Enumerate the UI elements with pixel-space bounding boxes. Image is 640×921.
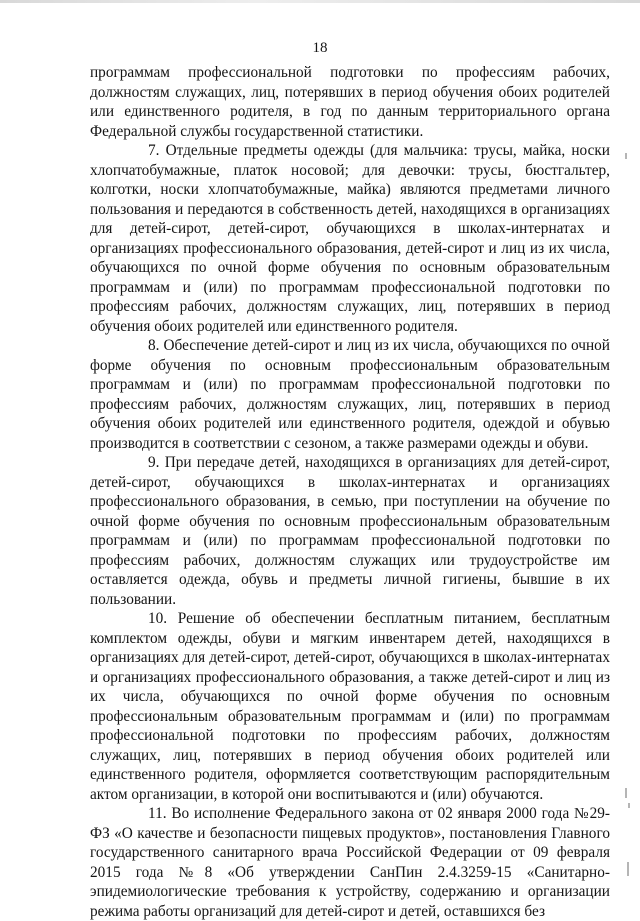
scan-margin-mark — [627, 862, 629, 876]
paragraph-9: 9. При передаче детей, находящихся в организациях для детей-сирот, детей-сирот, обучающихся в школах-интернатах и организациях профессионального образования, в семью, при поступлении на обучение по очной форме обучения по основным профессиональным образовательным программам и (или) по программам профессиональной подготовки по профессиям рабочих, должностям служащих или трудоустройстве им оставляется одежда, обувь и предметы личной гигиены, бывшие в их пользовании. — [90, 454, 610, 608]
scan-top-edge — [0, 0, 640, 3]
scan-margin-mark — [628, 803, 630, 808]
document-body — [90, 63, 610, 921]
paragraph-10: 10. Решение об обеспечении бесплатным питанием, бесплатным комплектом одежды, обуви и мягким инвентарем детей, находящихся в организациях для детей-сирот, детей-сирот, обучающихся в школах-интернатах и организациях профессионального образования, а также детей-сирот и лиц из их числа, обучающихся по очной форме обучения по основным профессиональным образовательным программам и (или) по программам профессиональной подготовки по профессиям рабочих, должностям служащих, лиц, потерявших в период обучения обоих родителей или единственного родителя, оформляется соответствующим распорядительным актом организации, в которой они воспитываются и (или) обучаются. — [90, 610, 610, 803]
scan-margin-mark — [625, 788, 627, 798]
paragraph-11: 11. Во исполнение Федерального закона от 02 января 2000 года №29-ФЗ «О качестве и безопасности пищевых продуктов», постановления Главного государственного санитарного врача Российской Федерации от 09 февраля 2015 года №8 «Об утверждении СанПин 2.4.3259-15 «Санитарно-эпидемиологические требования к устройству, содержанию и организации режима работы организаций для детей-сирот и детей, оставшихся без — [90, 805, 610, 920]
paragraph-8: 8. Обеспечение детей-сирот и лиц из их числа, обучающихся по очной форме обучения по основным профессиональным образовательным программам и (или) по программам профессиональной подготовки по профессиям рабочих, должностям служащих, лиц, потерявших в период обучения обоих родителей или единственного родителя, одеждой и обувью производится в соответствии с сезоном, а также размерами одежды и обуви. — [90, 337, 610, 452]
paragraph-continuation: программам профессиональной подготовки по профессиям рабочих, должностям служащих, лиц, потерявших в период обучения обоих родителей или единственного родителя, в год по данным территориального органа Федеральной службы государственной статистики. — [90, 64, 610, 140]
scan-margin-mark — [625, 153, 627, 159]
paragraph-7: 7. Отдельные предметы одежды (для мальчика: трусы, майка, носки хлопчатобумажные, платок носовой; для девочки: трусы, бюстгальтер, колготки, носки хлопчатобумажные, майка) являются предметами личного пользования и передаются в собственность детей, находящихся в организациях для детей-сирот, детей-сирот, обучающихся в школах-интернатах и организациях профессионального образования, детей-сирот и лиц из их числа, обучающихся по очной форме обучения по основным образовательным программам и (или) по программам профессиональной подготовки по профессиям рабочих, должностям служащих, лиц, потерявших в период обучения обоих родителей или единственного родителя. — [90, 142, 610, 335]
page-number: 18 — [312, 40, 328, 56]
